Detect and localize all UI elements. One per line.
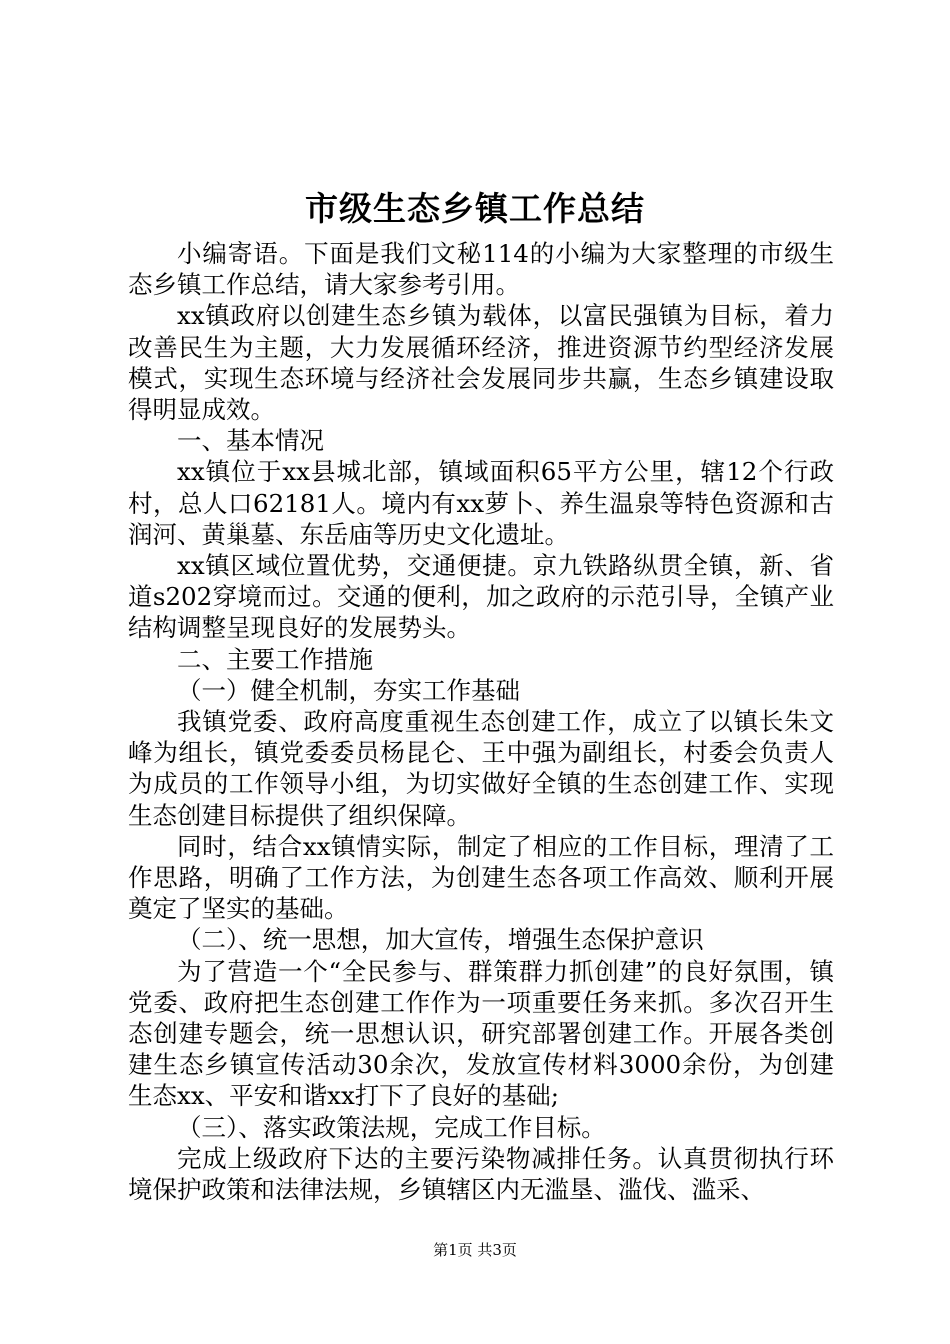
section-heading-main-measures: 二、主要工作措施 xyxy=(177,644,373,674)
paragraph-location: xx镇位于xx县城北部，镇域面积65平方公里，辖12个行政村，总人口62181人。境内有xx萝卜、养生温泉等特色资源和古润河、黄巢墓、东岳庙等历史文化遗址。 xyxy=(128,457,834,549)
paragraph-publicity: 为了营造一个“全民参与、群策群力抓创建”的良好氛围，镇党委、政府把生态创建工作作为一项重要任务来抓。多次召开生态创建专题会，统一思想认识，研究部署创建工作。开展各类创建生态乡镇宣传活动30余次，发放宣传材料3000余份，为创建生态xx、平安和谐xx打下了良好的基础; xyxy=(128,956,834,1111)
paragraph-intro: 小编寄语。下面是我们文秘114的小编为大家整理的市级生态乡镇工作总结，请大家参考引用。 xyxy=(128,239,834,300)
paragraph-leadership: 我镇党委、政府高度重视生态创建工作，成立了以镇长朱文峰为组长，镇党委委员杨昆仑、王中强为副组长，村委会负责人为成员的工作领导小组，为切实做好全镇的生态创建工作、实现生态创建目标提供了组织保障。 xyxy=(128,707,834,830)
subsection-heading-3: （三）、落实政策法规，完成工作目标。 xyxy=(177,1112,606,1142)
document-body xyxy=(128,238,834,1205)
paragraph-goals: 同时，结合xx镇情实际，制定了相应的工作目标，理清了工作思路，明确了工作方法，为创建生态各项工作高效、顺利开展奠定了坚实的基础。 xyxy=(128,831,834,924)
subsection-heading-1: （一）健全机制，夯实工作基础 xyxy=(177,675,520,705)
paragraph-emission: 完成上级政府下达的主要污染物减排任务。认真贯彻执行环境保护政策和法律法规，乡镇辖区内无滥垦、滥伐、滥采、 xyxy=(128,1143,834,1205)
subsection-heading-2: （二）、统一思想，加大宣传，增强生态保护意识 xyxy=(177,925,704,955)
document-title: 市级生态乡镇工作总结 xyxy=(305,189,645,228)
section-heading-basic-situation: 一、基本情况 xyxy=(177,426,324,456)
page-number-footer: 第1页 共3页 xyxy=(433,1241,517,1259)
paragraph-transport: xx镇区域位置优势，交通便捷。京九铁路纵贯全镇，新、省道s202穿境而过。交通的便利，加之政府的示范引导，全镇产业结构调整呈现良好的发展势头。 xyxy=(128,551,834,643)
paragraph-overview: xx镇政府以创建生态乡镇为载体，以富民强镇为目标，着力改善民生为主题，大力发展循环经济，推进资源节约型经济发展模式，实现生态环境与经济社会发展同步共赢，生态乡镇建设取得明显成效。 xyxy=(128,301,834,425)
